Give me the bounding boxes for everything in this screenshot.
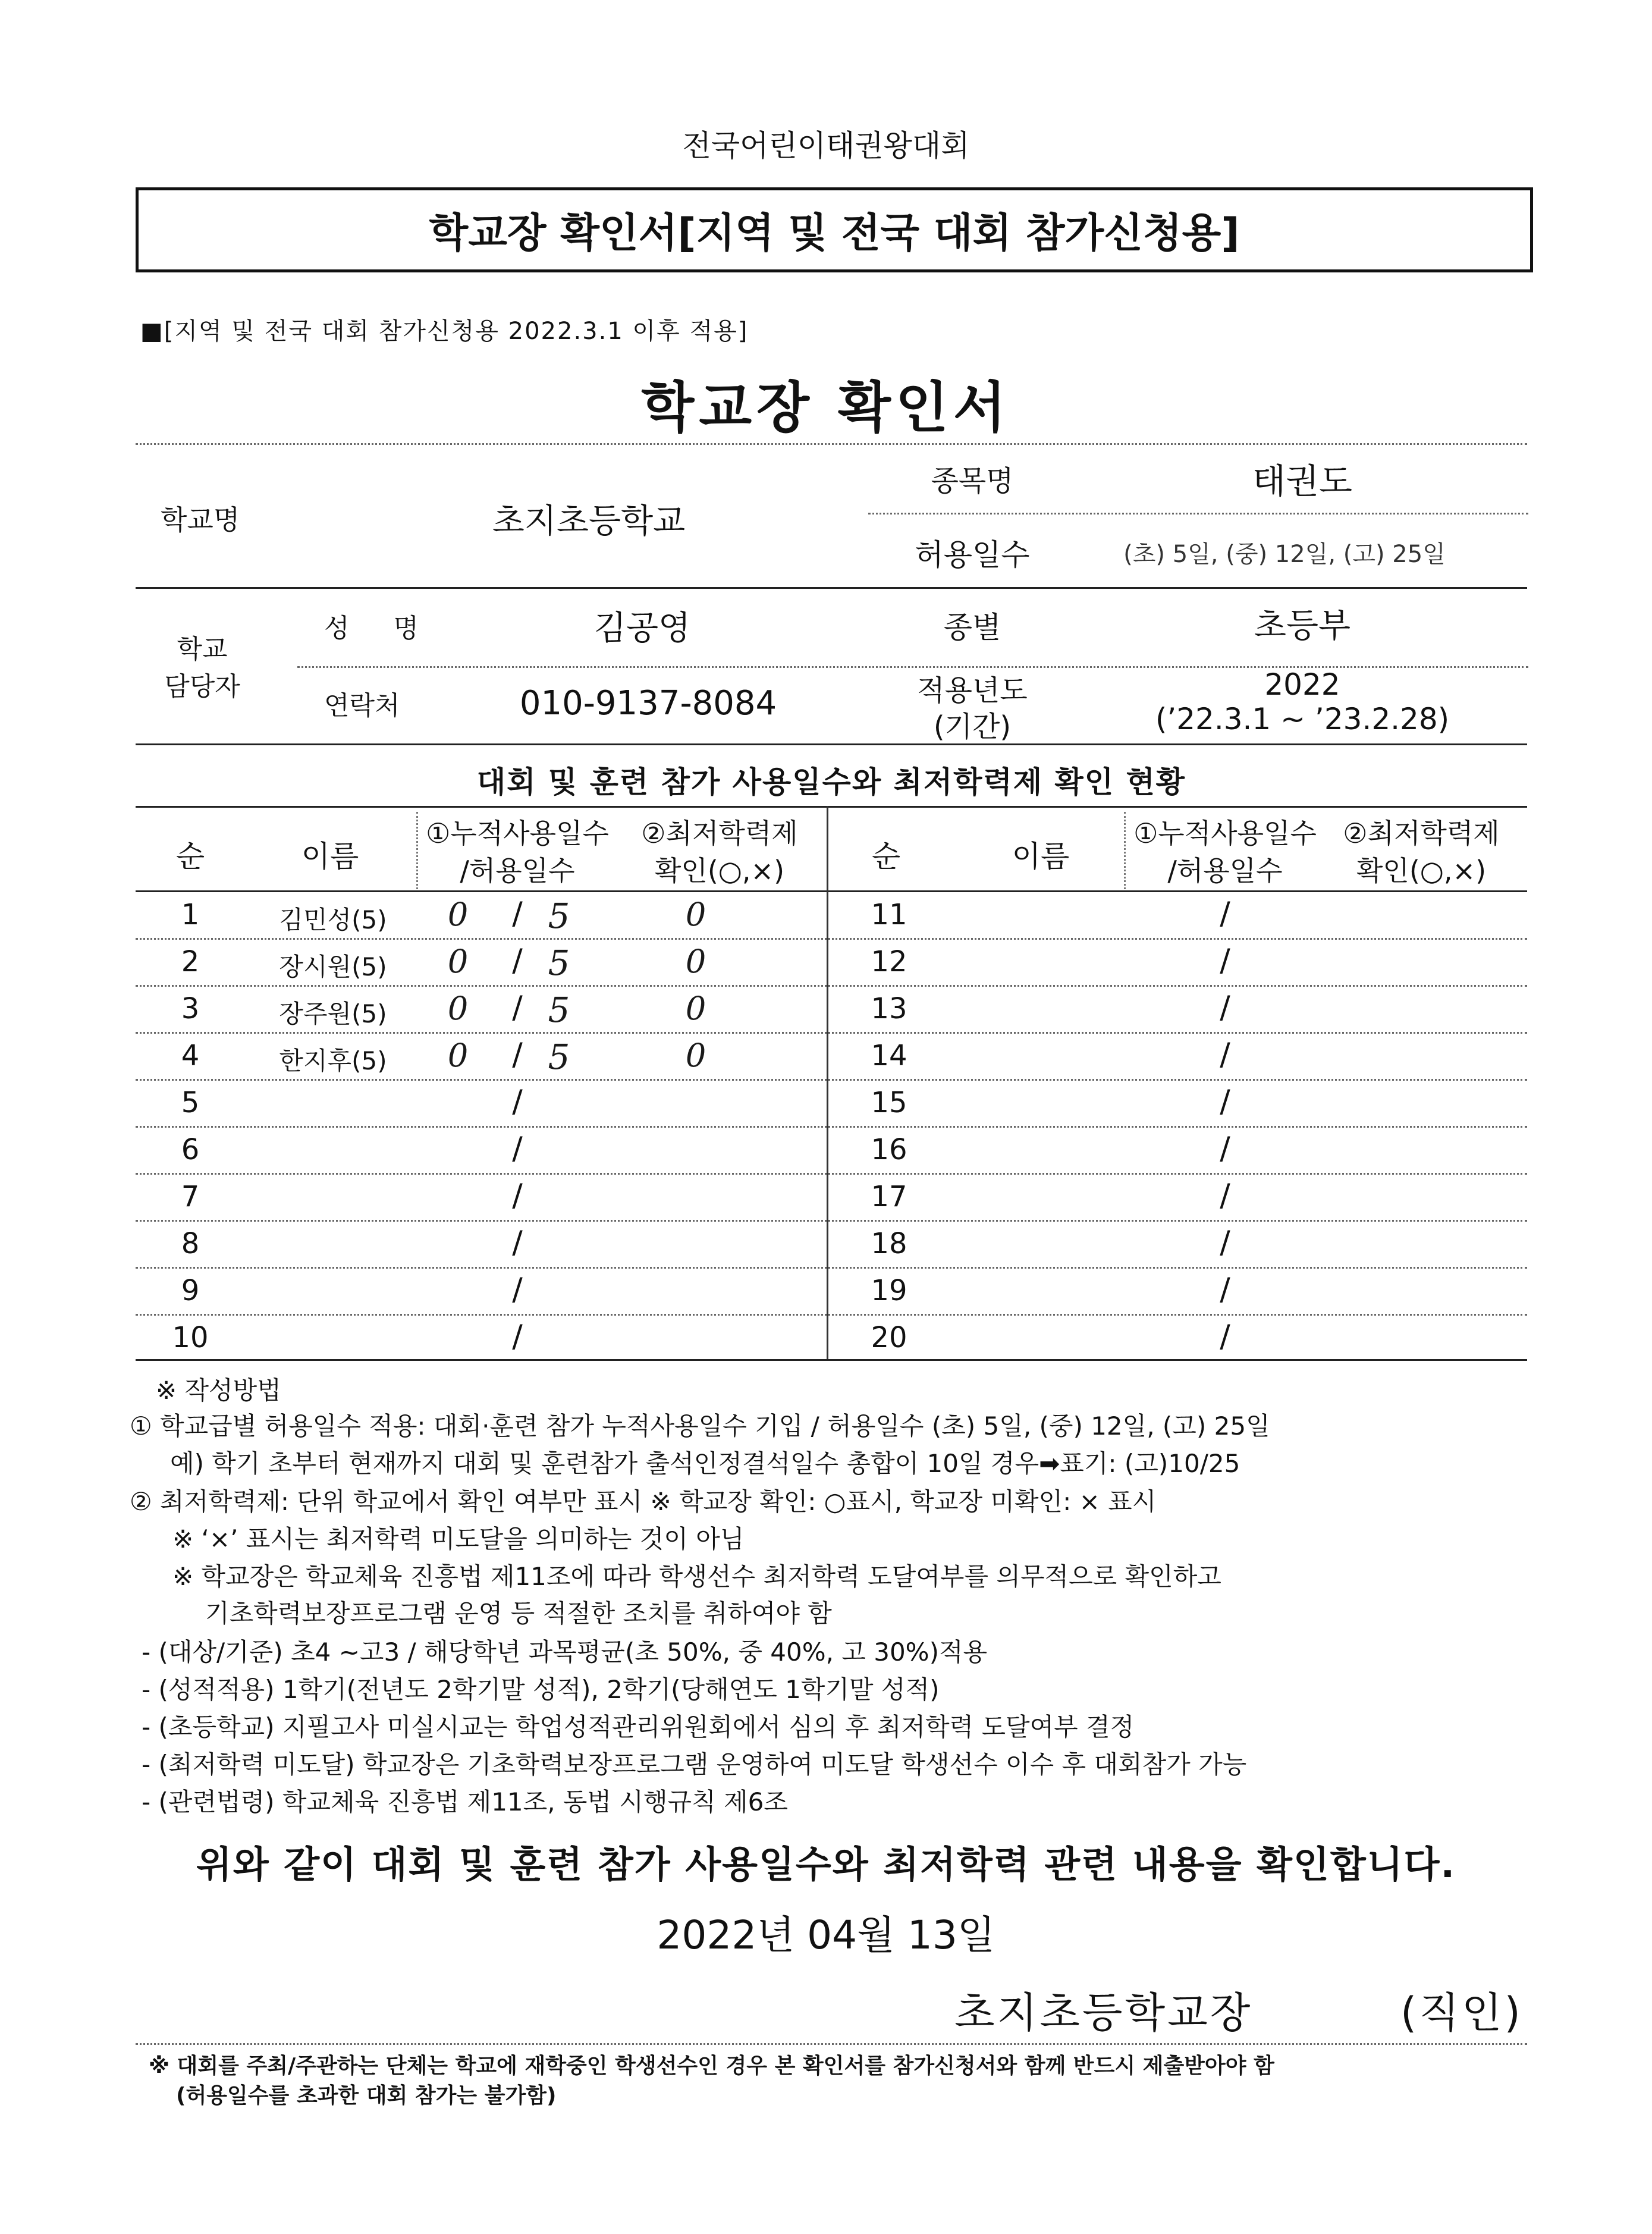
info-bottom-rule xyxy=(136,743,1527,745)
note-2a: ※ ‘×’ 표시는 최저학력 미도달을 의미하는 것이 아님 xyxy=(172,1524,745,1554)
event-value: 태권도 xyxy=(1252,461,1353,501)
allowed-days-value: 5 xyxy=(548,990,570,1030)
row-slash: / xyxy=(512,1084,523,1119)
row-name: 장주원(5) xyxy=(279,999,387,1028)
row-seq: 18 xyxy=(871,1227,907,1260)
section-title: 대회 및 훈련 참가 사용일수와 최저학력제 확인 현황 xyxy=(476,765,1186,799)
header-min-left-2: 확인(○,×) xyxy=(654,855,785,887)
row-slash: / xyxy=(1220,1319,1230,1354)
footer-note-1: ※ 대회를 주최/주관하는 단체는 학교에 재학중인 학생선수인 경우 본 확인서를 참가신청서와 함께 반드시 제출받아야 함 xyxy=(149,2054,1274,2078)
table-header-rule xyxy=(136,890,1527,892)
header-name-left: 이름 xyxy=(301,839,359,874)
info-top-rule xyxy=(136,443,1527,445)
category-value: 초등부 xyxy=(1254,607,1351,645)
school-value: 초지초등학교 xyxy=(492,502,686,541)
allowed-days-value: (초) 5일, (중) 12일, (고) 25일 xyxy=(1123,541,1446,568)
row-divider xyxy=(136,1173,1527,1175)
row-slash: / xyxy=(1220,896,1230,931)
row-slash: / xyxy=(512,896,523,931)
row-seq: 20 xyxy=(871,1321,907,1354)
detail-3: - (초등학교) 지필고사 미실시교는 학업성적관리위원회에서 심의 후 최저학력 도달여부 결정 xyxy=(142,1712,1135,1742)
note-2b: ※ 학교장은 학교체육 진흥법 제11조에 따라 학생선수 최저학력 도달여부를 의무적으로 확인하고 xyxy=(172,1562,1221,1591)
allowed-days-value: 5 xyxy=(548,1037,570,1077)
used-days-value: 0 xyxy=(447,990,469,1027)
header-name-right: 이름 xyxy=(1012,839,1070,874)
row-slash: / xyxy=(512,990,523,1025)
row-seq: 1 xyxy=(181,898,200,931)
notes-heading: ※ 작성방법 xyxy=(156,1376,281,1405)
row-slash: / xyxy=(1220,1225,1230,1260)
row-divider xyxy=(136,938,1527,940)
name-value: 김공영 xyxy=(593,609,691,648)
row-seq: 6 xyxy=(181,1133,200,1166)
header-days-right-2: /허용일수 xyxy=(1167,855,1283,887)
min-standard-check: 0 xyxy=(685,896,706,933)
row-slash: / xyxy=(512,1319,523,1354)
row-slash: / xyxy=(1220,1178,1230,1213)
row-seq: 9 xyxy=(181,1274,200,1307)
event-label: 종목명 xyxy=(931,465,1014,498)
contact-value: 010-9137-8084 xyxy=(519,684,777,723)
row-divider xyxy=(136,1220,1527,1222)
row-seq: 4 xyxy=(181,1039,200,1072)
apply-period-value: (’22.3.1 ~ ’23.2.28) xyxy=(1155,702,1450,736)
row-seq: 19 xyxy=(871,1274,907,1307)
apply-year-value: 2022 xyxy=(1264,667,1340,702)
row-divider xyxy=(136,1126,1527,1128)
header-min-left-1: ②최저학력제 xyxy=(641,817,798,849)
min-standard-check: 0 xyxy=(685,990,706,1027)
table-center-divider xyxy=(827,806,828,1359)
row-seq: 7 xyxy=(181,1180,200,1213)
school-label: 학교명 xyxy=(161,504,240,536)
row-seq: 5 xyxy=(181,1086,200,1119)
row-seq: 15 xyxy=(871,1086,907,1119)
header-days-left-2: /허용일수 xyxy=(460,855,575,887)
organization-name: 전국어린이태권왕대회 xyxy=(682,128,970,163)
row-seq: 12 xyxy=(871,945,907,978)
row-slash: / xyxy=(512,1037,523,1072)
detail-2: - (성적적용) 1학기(전년도 2학기말 성적), 2학기(당해연도 1학기말 성적) xyxy=(142,1675,940,1704)
header-seq-right: 순 xyxy=(871,839,901,874)
header-days-right-1: ①누적사용일수 xyxy=(1133,817,1317,849)
header-min-right-1: ②최저학력제 xyxy=(1343,817,1500,849)
row-seq: 8 xyxy=(181,1227,200,1260)
row-name: 한지후(5) xyxy=(279,1046,387,1075)
row-seq: 16 xyxy=(871,1133,907,1166)
header-seq-left: 순 xyxy=(175,839,205,874)
row-name: 장시원(5) xyxy=(279,952,387,981)
footer-rule xyxy=(136,2043,1527,2045)
header-days-left-1: ①누적사용일수 xyxy=(426,817,609,849)
row-slash: / xyxy=(512,1178,523,1213)
row-seq: 17 xyxy=(871,1180,907,1213)
row-slash: / xyxy=(1220,1084,1230,1119)
used-days-value: 0 xyxy=(447,943,469,980)
row-seq: 3 xyxy=(181,992,200,1025)
row-seq: 11 xyxy=(871,898,907,931)
info-mid-rule xyxy=(868,513,1528,514)
note-1-example: 예) 학기 초부터 현재까지 대회 및 훈련참가 출석인정결석일수 총합이 10일 경우➡표기: (고)10/25 xyxy=(170,1449,1240,1478)
row-slash: / xyxy=(1220,990,1230,1025)
row-slash: / xyxy=(1220,943,1230,978)
contact-label: 연락처 xyxy=(324,691,400,721)
row-name: 김민성(5) xyxy=(279,905,387,934)
min-standard-check: 0 xyxy=(685,943,706,980)
principal-name: 초지초등학교장 xyxy=(954,1988,1253,2037)
row-seq: 10 xyxy=(172,1321,209,1354)
table-top-rule xyxy=(136,806,1527,808)
row-divider xyxy=(136,1079,1527,1081)
subtitle-note: ■[지역 및 전국 대회 참가신청용 2022.3.1 이후 적용] xyxy=(140,318,749,345)
allowed-days-value: 5 xyxy=(548,896,570,936)
confirmation-statement: 위와 같이 대회 및 훈련 참가 사용일수와 최저학력 관련 내용을 확인합니다. xyxy=(196,1843,1456,1886)
used-days-value: 0 xyxy=(447,1037,469,1074)
allowed-days-label: 허용일수 xyxy=(915,538,1030,572)
note-1: ① 학교급별 허용일수 적용: 대회·훈련 참가 누적사용일수 기입 / 허용일수 (초) 5일, (중) 12일, (고) 25일 xyxy=(130,1411,1270,1441)
detail-5: - (관련법령) 학교체육 진흥법 제11조, 동법 시행규칙 제6조 xyxy=(142,1787,788,1816)
detail-4: - (최저학력 미도달) 학교장은 기초학력보장프로그램 운영하여 미도달 학생선수 이수 후 대회참가 가능 xyxy=(142,1750,1247,1779)
note-2: ② 최저학력제: 단위 학교에서 확인 여부만 표시 ※ 학교장 확인: ○표시, 학교장 미확인: × 표시 xyxy=(130,1487,1157,1516)
row-slash: / xyxy=(1220,1131,1230,1166)
row-divider xyxy=(136,985,1527,987)
row-divider xyxy=(136,1314,1527,1316)
main-title: 학교장 확인서[지역 및 전국 대회 참가신청용] xyxy=(429,210,1240,257)
footer-note-2: (허용일수를 초과한 대회 참가는 불가함) xyxy=(176,2084,557,2108)
header-divider-2 xyxy=(1124,812,1126,889)
row-seq: 2 xyxy=(181,945,200,978)
row-divider xyxy=(136,1032,1527,1034)
issue-date: 2022년 04월 13일 xyxy=(657,1912,995,1958)
header-divider-1 xyxy=(416,812,418,889)
apply-year-label-1: 적용년도 xyxy=(917,674,1028,707)
name-label: 성 명 xyxy=(324,613,436,644)
category-label: 종별 xyxy=(943,610,1001,645)
note-2c: 기초학력보장프로그램 운영 등 적절한 조치를 취하여야 함 xyxy=(205,1599,832,1628)
row-slash: / xyxy=(1220,1272,1230,1307)
row-seq: 13 xyxy=(871,992,907,1025)
row-divider xyxy=(136,1267,1527,1269)
row-slash: / xyxy=(512,1131,523,1166)
table-bottom-rule xyxy=(136,1359,1527,1361)
form-title: 학교장 확인서 xyxy=(641,376,1011,440)
row-slash: / xyxy=(512,1272,523,1307)
staff-label-1: 학교 xyxy=(177,634,228,664)
row-seq: 14 xyxy=(871,1039,907,1072)
detail-1: - (대상/기준) 초4 ~고3 / 해당학년 과목평균(초 50%, 중 40%, 고 30%)적용 xyxy=(142,1637,988,1667)
row-slash: / xyxy=(512,1225,523,1260)
header-min-right-2: 확인(○,×) xyxy=(1356,855,1487,887)
staff-label-2: 담당자 xyxy=(164,672,240,702)
min-standard-check: 0 xyxy=(685,1037,706,1074)
allowed-days-value: 5 xyxy=(548,943,570,983)
row-slash: / xyxy=(512,943,523,978)
apply-year-label-2: (기간) xyxy=(933,710,1012,743)
used-days-value: 0 xyxy=(447,896,469,933)
info-divider xyxy=(136,587,1527,589)
row-slash: / xyxy=(1220,1037,1230,1072)
official-seal-label: (직인) xyxy=(1400,1988,1523,2037)
